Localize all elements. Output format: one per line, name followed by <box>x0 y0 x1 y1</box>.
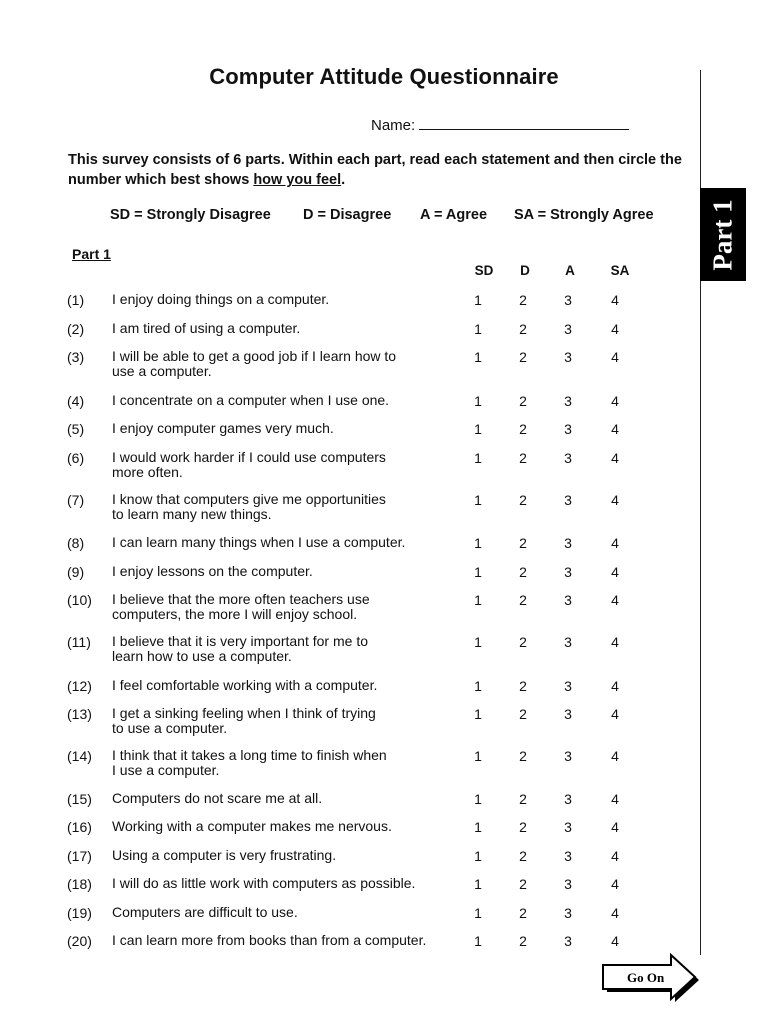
question-statement <box>112 564 432 579</box>
question-statement <box>112 535 432 550</box>
rating-option-a[interactable]: 3 <box>564 393 572 409</box>
question-number: (10) <box>67 592 92 608</box>
question-statement <box>112 421 432 436</box>
rating-option-d[interactable]: 2 <box>519 450 527 466</box>
rating-option-d[interactable]: 2 <box>519 592 527 608</box>
part-tab <box>700 188 746 281</box>
rating-option-sa[interactable]: 4 <box>611 450 619 466</box>
rating-option-a[interactable]: 3 <box>564 748 572 764</box>
rating-option-d[interactable]: 2 <box>519 748 527 764</box>
question-statement <box>112 791 432 806</box>
instructions-end: . <box>341 172 346 188</box>
rating-option-sa[interactable]: 4 <box>611 848 619 864</box>
question-statement <box>112 292 432 307</box>
name-label: Name: <box>371 117 416 134</box>
statement-line: I believe that the more often teachers use <box>112 591 370 607</box>
question-number: (11) <box>67 634 91 650</box>
statement-line: to use a computer. <box>112 720 228 736</box>
question-number: (1) <box>67 292 85 308</box>
statement-line: I think that it takes a long time to finish when <box>112 747 387 763</box>
rating-option-d[interactable]: 2 <box>519 564 527 580</box>
rating-option-sa[interactable]: 4 <box>611 292 619 308</box>
rating-option-sd[interactable]: 1 <box>474 292 482 308</box>
rating-option-sa[interactable]: 4 <box>611 819 619 835</box>
rating-option-a[interactable]: 3 <box>564 876 572 892</box>
question-statement <box>112 819 432 834</box>
rating-option-d[interactable]: 2 <box>519 876 527 892</box>
question-number: (8) <box>67 535 85 551</box>
statement-line: I use a computer. <box>112 762 220 778</box>
question-number: (19) <box>67 905 92 921</box>
rating-option-a[interactable]: 3 <box>564 535 572 551</box>
rating-option-sd[interactable]: 1 <box>474 321 482 337</box>
question-statement <box>112 592 432 622</box>
rating-option-a[interactable]: 3 <box>564 421 572 437</box>
statement-line: use a computer. <box>112 363 212 379</box>
question-number: (6) <box>67 450 85 466</box>
question-number: (5) <box>67 421 85 437</box>
question-number: (3) <box>67 349 85 365</box>
name-field[interactable] <box>371 115 629 134</box>
question-number: (17) <box>67 848 92 864</box>
rating-option-sd[interactable]: 1 <box>474 349 482 365</box>
legend-sd: SD = Strongly Disagree <box>110 207 271 223</box>
statement-line: I would work harder if I could use computers <box>112 449 386 465</box>
statement-line: I enjoy computer games very much. <box>112 420 334 436</box>
statement-line: Working with a computer makes me nervous. <box>112 818 392 834</box>
legend-a: A = Agree <box>420 207 488 223</box>
rating-option-d[interactable]: 2 <box>519 349 527 365</box>
rating-option-sd[interactable]: 1 <box>474 678 482 694</box>
rating-option-a[interactable]: 3 <box>564 634 572 650</box>
rating-option-a[interactable]: 3 <box>564 848 572 864</box>
question-number: (4) <box>67 393 85 409</box>
rating-option-d[interactable]: 2 <box>519 933 527 949</box>
column-header-d: D <box>520 263 530 278</box>
rating-option-sd[interactable]: 1 <box>474 748 482 764</box>
rating-option-sd[interactable]: 1 <box>474 592 482 608</box>
instructions-underlined: how you feel <box>253 172 342 188</box>
rating-option-sa[interactable]: 4 <box>611 321 619 337</box>
statement-line: to learn many new things. <box>112 506 272 522</box>
rating-option-a[interactable]: 3 <box>564 349 572 365</box>
rating-option-d[interactable]: 2 <box>519 848 527 864</box>
statement-line: I know that computers give me opportunities <box>112 491 386 507</box>
rating-option-d[interactable]: 2 <box>519 706 527 722</box>
statement-line: Using a computer is very frustrating. <box>112 847 337 863</box>
rating-option-sa[interactable]: 4 <box>611 634 619 650</box>
part-tab-label: Part 1 <box>707 198 738 271</box>
rating-option-d[interactable]: 2 <box>519 905 527 921</box>
rating-option-sa[interactable]: 4 <box>611 535 619 551</box>
instructions-text: This survey consists of 6 parts. Within each part, read each statement and then circle the number which best shows <box>68 152 682 188</box>
statement-line: Computers are difficult to use. <box>112 904 298 920</box>
instructions <box>68 150 688 190</box>
part-heading: Part 1 <box>72 246 111 262</box>
rating-option-sa[interactable]: 4 <box>611 706 619 722</box>
rating-option-sd[interactable]: 1 <box>474 819 482 835</box>
rating-option-sa[interactable]: 4 <box>611 933 619 949</box>
rating-option-sa[interactable]: 4 <box>611 349 619 365</box>
rating-option-sa[interactable]: 4 <box>611 421 619 437</box>
rating-option-a[interactable]: 3 <box>564 706 572 722</box>
question-statement <box>112 634 432 664</box>
question-statement <box>112 848 432 863</box>
rating-option-sd[interactable]: 1 <box>474 564 482 580</box>
rating-option-sa[interactable]: 4 <box>611 748 619 764</box>
statement-line: Computers do not scare me at all. <box>112 790 323 806</box>
question-statement <box>112 450 432 480</box>
rating-option-sd[interactable]: 1 <box>474 535 482 551</box>
question-statement <box>112 321 432 336</box>
rating-option-d[interactable]: 2 <box>519 321 527 337</box>
rating-option-a[interactable]: 3 <box>564 564 572 580</box>
rating-option-sd[interactable]: 1 <box>474 492 482 508</box>
legend-sa: SA = Strongly Agree <box>514 207 654 223</box>
rating-option-d[interactable]: 2 <box>519 819 527 835</box>
rating-option-d[interactable]: 2 <box>519 292 527 308</box>
rating-option-sd[interactable]: 1 <box>474 933 482 949</box>
rating-option-sa[interactable]: 4 <box>611 592 619 608</box>
question-number: (9) <box>67 564 85 580</box>
statement-line: I enjoy lessons on the computer. <box>112 563 313 579</box>
rating-option-a[interactable]: 3 <box>564 905 572 921</box>
question-number: (12) <box>67 678 92 694</box>
statement-line: I get a sinking feeling when I think of trying <box>112 705 376 721</box>
statement-line: computers, the more I will enjoy school. <box>112 606 358 622</box>
rating-option-a[interactable]: 3 <box>564 819 572 835</box>
rating-option-d[interactable]: 2 <box>519 634 527 650</box>
rating-option-sa[interactable]: 4 <box>611 564 619 580</box>
rating-option-a[interactable]: 3 <box>564 321 572 337</box>
go-on-label: Go On <box>627 970 665 985</box>
go-on-button[interactable] <box>601 953 701 1003</box>
rating-option-d[interactable]: 2 <box>519 492 527 508</box>
question-statement <box>112 876 432 891</box>
rating-option-a[interactable]: 3 <box>564 933 572 949</box>
rating-option-a[interactable]: 3 <box>564 492 572 508</box>
rating-option-sa[interactable]: 4 <box>611 905 619 921</box>
question-number: (16) <box>67 819 92 835</box>
rating-option-sa[interactable]: 4 <box>611 876 619 892</box>
rating-option-a[interactable]: 3 <box>564 678 572 694</box>
question-statement <box>112 933 432 948</box>
statement-line: I believe that it is very important for me to <box>112 633 368 649</box>
question-statement <box>112 706 432 736</box>
statement-line: learn how to use a computer. <box>112 648 292 664</box>
legend-d: D = Disagree <box>303 207 392 223</box>
column-header-sd: SD <box>474 263 494 278</box>
question-statement <box>112 905 432 920</box>
rating-option-sd[interactable]: 1 <box>474 706 482 722</box>
question-number: (2) <box>67 321 85 337</box>
rating-option-sa[interactable]: 4 <box>611 791 619 807</box>
rating-option-a[interactable]: 3 <box>564 791 572 807</box>
rating-option-sd[interactable]: 1 <box>474 634 482 650</box>
rating-option-sd[interactable]: 1 <box>474 905 482 921</box>
rating-option-a[interactable]: 3 <box>564 592 572 608</box>
rating-option-sa[interactable]: 4 <box>611 492 619 508</box>
rating-option-sd[interactable]: 1 <box>474 876 482 892</box>
rating-option-sd[interactable]: 1 <box>474 421 482 437</box>
question-statement <box>112 492 432 522</box>
question-number: (20) <box>67 933 92 949</box>
rating-option-sd[interactable]: 1 <box>474 450 482 466</box>
question-statement <box>112 678 432 693</box>
rating-option-sd[interactable]: 1 <box>474 393 482 409</box>
rating-option-a[interactable]: 3 <box>564 450 572 466</box>
statement-line: I enjoy doing things on a computer. <box>112 291 330 307</box>
statement-line: more often. <box>112 464 183 480</box>
statement-line: I feel comfortable working with a computer. <box>112 677 378 693</box>
statement-line: I am tired of using a computer. <box>112 320 301 336</box>
question-statement <box>112 349 432 379</box>
statement-line: I can learn more from books than from a computer. <box>112 932 427 948</box>
rating-option-d[interactable]: 2 <box>519 421 527 437</box>
statement-line: I will do as little work with computers as possible. <box>112 875 416 891</box>
column-header-a: A <box>565 263 575 278</box>
rating-option-sd[interactable]: 1 <box>474 848 482 864</box>
question-number: (18) <box>67 876 92 892</box>
question-number: (14) <box>67 748 92 764</box>
question-statement <box>112 748 432 778</box>
question-number: (13) <box>67 706 92 722</box>
rating-option-d[interactable]: 2 <box>519 678 527 694</box>
statement-line: I can learn many things when I use a computer. <box>112 534 406 550</box>
rating-option-d[interactable]: 2 <box>519 535 527 551</box>
rating-option-d[interactable]: 2 <box>519 393 527 409</box>
name-blank-line[interactable] <box>419 115 629 130</box>
statement-line: I will be able to get a good job if I learn how to <box>112 348 397 364</box>
column-header-sa: SA <box>610 263 630 278</box>
page-title: Computer Attitude Questionnaire <box>209 64 559 89</box>
rating-option-d[interactable]: 2 <box>519 791 527 807</box>
rating-option-a[interactable]: 3 <box>564 292 572 308</box>
question-statement <box>112 393 432 408</box>
question-number: (15) <box>67 791 92 807</box>
rating-option-sa[interactable]: 4 <box>611 678 619 694</box>
question-number: (7) <box>67 492 85 508</box>
rating-option-sd[interactable]: 1 <box>474 791 482 807</box>
statement-line: I concentrate on a computer when I use one. <box>112 392 390 408</box>
rating-option-sa[interactable]: 4 <box>611 393 619 409</box>
